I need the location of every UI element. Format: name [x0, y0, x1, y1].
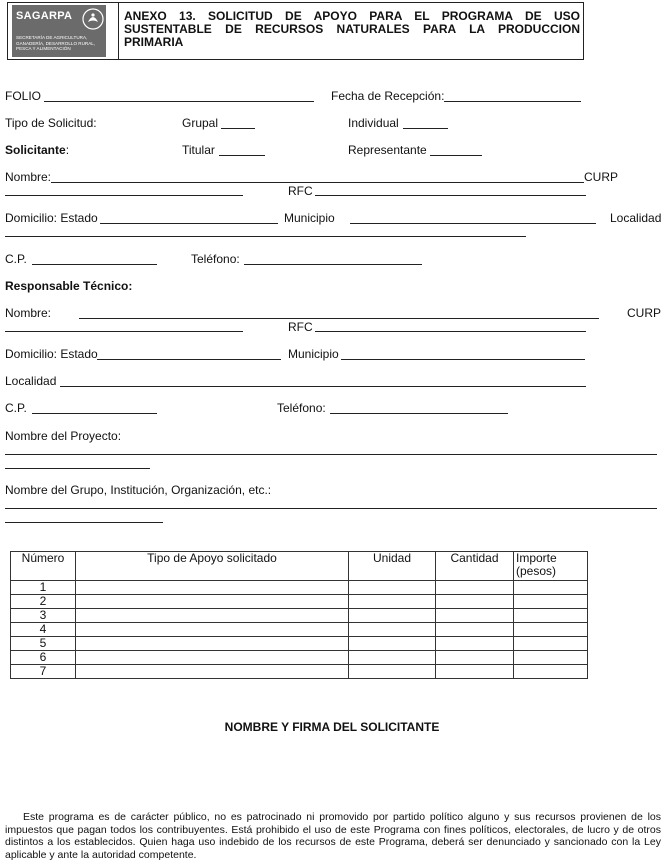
- nombre-proyecto-input-line-2[interactable]: [5, 468, 150, 469]
- representante-label: Representante: [348, 143, 427, 157]
- titular-input-line[interactable]: [219, 155, 265, 156]
- domicilio-estado-label: Domicilio: Estado: [5, 211, 98, 225]
- unidad-cell[interactable]: [349, 581, 436, 595]
- rt-telefono-label: Teléfono:: [277, 401, 326, 415]
- solicitante-label: [5, 143, 69, 157]
- curp-input-line[interactable]: [5, 195, 243, 196]
- table-row: [11, 609, 588, 623]
- rt-localidad-input-line[interactable]: [60, 386, 586, 387]
- grupal-input-line[interactable]: [221, 128, 255, 129]
- rt-rfc-input-line[interactable]: [315, 331, 586, 332]
- table-header-row: [11, 552, 588, 581]
- rt-nombre-input-line[interactable]: [79, 318, 599, 319]
- cantidad-cell[interactable]: [436, 623, 514, 637]
- table-row: [11, 651, 588, 665]
- importe-cell[interactable]: [514, 637, 588, 651]
- col-header-unidad: Unidad: [349, 552, 436, 581]
- nombre-proyecto-label: Nombre del Proyecto:: [5, 429, 122, 443]
- row-number: 3: [11, 609, 76, 623]
- col-header-tipo-apoyo: Tipo de Apoyo solicitado: [76, 552, 349, 581]
- apoyo-table: [10, 551, 588, 679]
- header-divider: [118, 3, 119, 59]
- rt-rfc-label: RFC: [288, 320, 313, 334]
- estado-input-line[interactable]: [100, 223, 278, 224]
- rt-cp-label: C.P.: [5, 401, 27, 415]
- rt-domicilio-estado-label: Domicilio: Estado: [5, 347, 98, 361]
- rfc-label: RFC: [288, 184, 313, 198]
- nombre-grupo-label: Nombre del Grupo, Institución, Organización, etc.:: [5, 483, 272, 497]
- tipo-apoyo-cell[interactable]: [76, 665, 349, 679]
- tipo-apoyo-cell[interactable]: [76, 637, 349, 651]
- solicitante-colon: :: [65, 143, 70, 157]
- curp-label: CURP: [584, 170, 619, 184]
- signature-label: NOMBRE Y FIRMA DEL SOLICITANTE: [224, 720, 440, 734]
- cantidad-cell[interactable]: [436, 595, 514, 609]
- table-row: [11, 581, 588, 595]
- telefono-label: Teléfono:: [191, 252, 240, 266]
- col-header-cantidad: Cantidad: [436, 552, 514, 581]
- row-number: 7: [11, 665, 76, 679]
- rt-telefono-input-line[interactable]: [330, 413, 508, 414]
- tipo-apoyo-cell[interactable]: [76, 651, 349, 665]
- eagle-seal-icon: [82, 7, 104, 31]
- importe-cell[interactable]: [514, 609, 588, 623]
- solicitante-heading: Solicitante: [5, 143, 66, 157]
- row-number: 6: [11, 651, 76, 665]
- unidad-cell[interactable]: [349, 595, 436, 609]
- folio-label: FOLIO: [5, 89, 42, 103]
- tipo-apoyo-cell[interactable]: [76, 581, 349, 595]
- legal-disclaimer: Este programa es de carácter público, no es patrocinado ni promovido por partido político alguno y sus recursos provienen de los impuestos que pagan todos los contribuyentes. Está prohibido el uso de este Programa con fines políticos, electorales, de lucro y de otros distintos a los establecidos. Quien haga uso indebido de los recursos de este Programa, deberá ser denunciado y sancionado con la Ley aplicable y ante la autoridad competente.: [5, 811, 661, 861]
- localidad-label: Localidad: [610, 211, 662, 225]
- rt-estado-input-line[interactable]: [97, 359, 281, 360]
- unidad-cell[interactable]: [349, 623, 436, 637]
- cantidad-cell[interactable]: [436, 665, 514, 679]
- rt-curp-label: CURP: [627, 306, 662, 320]
- tipo-apoyo-cell[interactable]: [76, 623, 349, 637]
- rt-municipio-input-line[interactable]: [341, 359, 585, 360]
- tipo-apoyo-cell[interactable]: [76, 595, 349, 609]
- col-header-importe: Importe (pesos): [514, 552, 588, 581]
- folio-input-line[interactable]: [44, 101, 314, 102]
- cantidad-cell[interactable]: [436, 651, 514, 665]
- representante-input-line[interactable]: [430, 155, 482, 156]
- logo-name: SAGARPA: [16, 10, 73, 22]
- row-number: 2: [11, 595, 76, 609]
- telefono-input-line[interactable]: [244, 264, 422, 265]
- document-header: [7, 2, 584, 60]
- cantidad-cell[interactable]: [436, 609, 514, 623]
- tipo-solicitud-label: Tipo de Solicitud:: [5, 116, 97, 130]
- table-row: [11, 637, 588, 651]
- table-row: [11, 595, 588, 609]
- importe-cell[interactable]: [514, 651, 588, 665]
- importe-cell[interactable]: [514, 581, 588, 595]
- rt-municipio-label: Municipio: [288, 347, 339, 361]
- rfc-input-line[interactable]: [315, 195, 586, 196]
- nombre-input-line[interactable]: [51, 182, 584, 183]
- table-row: [11, 623, 588, 637]
- rt-localidad-label: Localidad: [5, 374, 57, 388]
- unidad-cell[interactable]: [349, 637, 436, 651]
- tipo-apoyo-cell[interactable]: [76, 609, 349, 623]
- logo-subtitle: SECRETARÍA DE AGRICULTURA, GANADERÍA, DESARROLLO RURAL, PESCA Y ALIMENTACIÓN: [16, 35, 96, 51]
- fecha-recepcion-input-line[interactable]: [444, 101, 581, 102]
- row-number: 4: [11, 623, 76, 637]
- cantidad-cell[interactable]: [436, 581, 514, 595]
- cp-label: C.P.: [5, 252, 27, 266]
- localidad-input-line[interactable]: [5, 236, 526, 237]
- rt-cp-input-line[interactable]: [32, 413, 157, 414]
- importe-cell[interactable]: [514, 665, 588, 679]
- document-title: ANEXO 13. SOLICITUD DE APOYO PARA EL PROGRAMA DE USO SUSTENTABLE DE RECURSOS NATURALES PARA LA PRODUCCION PRIMARIA: [124, 9, 580, 49]
- sagarpa-logo: [12, 5, 106, 57]
- cp-input-line[interactable]: [32, 264, 157, 265]
- unidad-cell[interactable]: [349, 665, 436, 679]
- unidad-cell[interactable]: [349, 651, 436, 665]
- unidad-cell[interactable]: [349, 609, 436, 623]
- rt-nombre-label: Nombre:: [5, 306, 52, 320]
- nombre-label: Nombre:: [5, 170, 52, 184]
- individual-input-line[interactable]: [403, 128, 448, 129]
- grupal-label: Grupal: [182, 116, 219, 130]
- municipio-input-line[interactable]: [350, 223, 596, 224]
- importe-cell[interactable]: [514, 623, 588, 637]
- importe-cell[interactable]: [514, 595, 588, 609]
- cantidad-cell[interactable]: [436, 637, 514, 651]
- municipio-label: Municipio: [284, 211, 335, 225]
- nombre-proyecto-input-line-1[interactable]: [5, 454, 657, 455]
- nombre-grupo-input-line-2[interactable]: [5, 522, 163, 523]
- titular-label: Titular: [182, 143, 215, 157]
- responsable-tecnico-heading: Responsable Técnico:: [5, 279, 133, 293]
- fecha-recepcion-label: Fecha de Recepción:: [331, 89, 445, 103]
- rt-curp-input-line[interactable]: [5, 331, 243, 332]
- table-row: [11, 665, 588, 679]
- row-number: 5: [11, 637, 76, 651]
- nombre-grupo-input-line-1[interactable]: [5, 508, 657, 509]
- col-header-numero: Número: [11, 552, 76, 581]
- row-number: 1: [11, 581, 76, 595]
- individual-label: Individual: [348, 116, 399, 130]
